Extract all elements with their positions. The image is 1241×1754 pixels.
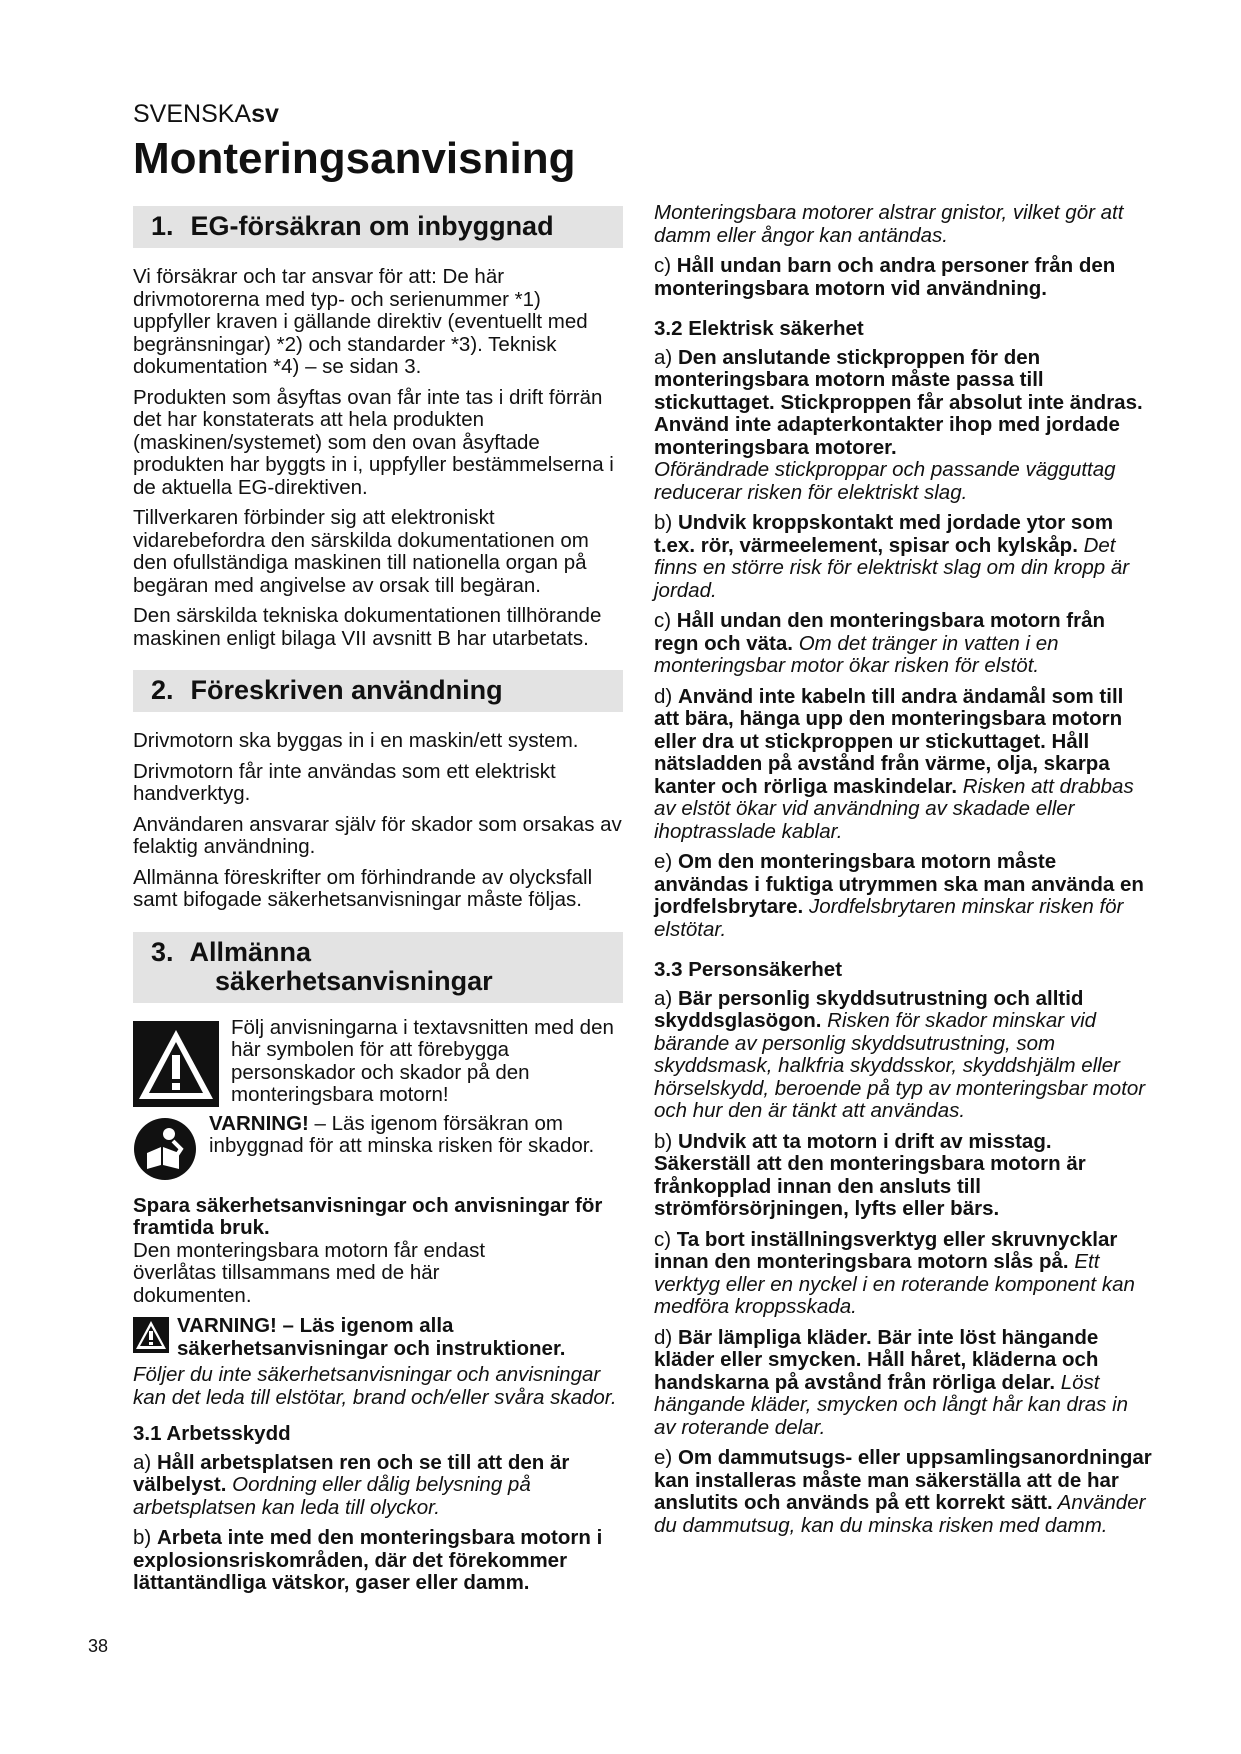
read-manual-text xyxy=(209,1113,623,1158)
sec32-item-a xyxy=(654,347,1154,460)
sec2-paragraph-3: Användaren ansvarar själv för skador som orsakas av felaktig användning. xyxy=(133,812,622,858)
item-letter: a) xyxy=(133,1450,157,1474)
language-label xyxy=(133,100,279,129)
sec2-paragraph-1: Drivmotorn ska byggas in i en maskin/ett system. xyxy=(133,729,579,752)
sec33-item-e xyxy=(654,1447,1154,1537)
sec31-item-b xyxy=(133,1527,623,1595)
general-warning-text: Följer du inte säkerhetsanvisningar och anvisningar kan det leda till elstötar, brand och/eller svåra skador. xyxy=(133,1363,617,1409)
item-letter: a) xyxy=(654,986,678,1010)
section-3-number: 3. xyxy=(151,936,174,967)
sec32-item-b xyxy=(654,512,1154,602)
section-3-2-title: 3.2 Elektrisk säkerhet xyxy=(654,317,864,340)
item-italic: Jordfelsbrytaren minskar risken för elstötar. xyxy=(654,895,1124,941)
document-title: Monteringsanvisning xyxy=(133,134,576,183)
item-letter: b) xyxy=(133,1526,157,1549)
section-2-title: Föreskriven användning xyxy=(190,675,503,705)
sec32-item-a-italic: Oförändrade stickproppar och passande vägguttag reducerar risken för elektriskt slag. xyxy=(654,458,1116,504)
item-letter: a) xyxy=(654,345,678,369)
warning-triangle-icon xyxy=(133,1021,219,1107)
sec2-paragraph-4: Allmänna föreskrifter om förhindrande av olycksfall samt bifogade säkerhetsanvisningar måste följas. xyxy=(133,865,593,911)
read-manual-warning-text: – Läs igenom försäkran om inbyggnad för att minska risken för skador. xyxy=(209,1111,595,1157)
item-italic: Det finns en större risk för elektriskt slag om din kropp är jordad. xyxy=(654,533,1130,602)
language-name: SVENSKA xyxy=(133,100,252,128)
item-bold: Ta bort inställningsverktyg eller skruvnycklar innan den monteringsbara motorn slås på. xyxy=(654,1227,1118,1273)
sec33-item-a xyxy=(654,988,1154,1123)
item-letter: e) xyxy=(654,1446,678,1469)
item-bold: Bär personlig skyddsutrustning och alltid skyddsglasögon. xyxy=(654,986,1084,1032)
section-1-heading xyxy=(133,206,623,248)
section-2-number: 2. xyxy=(151,675,174,705)
section-3-3-title: 3.3 Personsäkerhet xyxy=(654,958,843,981)
sec32-item-e xyxy=(654,851,1154,941)
item-italic: Löst hängande kläder, smycken och långt hår kan dras in av roterande delar. xyxy=(654,1370,1129,1439)
item-italic: Ett verktyg eller en nyckel i en roterande komponent kan medföra kroppsskada. xyxy=(654,1250,1135,1318)
item-bold: Undvik kroppskontakt med jordade ytor som t.ex. rör, värmeelement, spisar och kylskåp. xyxy=(654,511,1114,557)
sec1-paragraph-1: Vi försäkrar och tar ansvar för att: De här drivmotorerna med typ- och serienummer *1) uppfyller kraven i gällande direktiv (eventuellt med begränsningar) *2) och standarder *3). Teknisk dokumentation *4) – se sidan 3. xyxy=(133,265,588,378)
right-column xyxy=(654,202,1154,1545)
item-bold: Om den monteringsbara motorn måste användas i fuktiga utrymmen ska man använda en jordfelsbrytare. xyxy=(654,850,1144,918)
item-letter: b) xyxy=(654,1129,678,1153)
sec31-item-c xyxy=(654,255,1154,300)
sec32-item-c xyxy=(654,610,1154,678)
save-instructions-note: Spara säkerhetsanvisningar och anvisningar för framtida bruk. xyxy=(133,1193,603,1239)
sec1-paragraph-4: Den särskilda tekniska dokumentationen tillhörande maskinen enligt bilaga VII avsnitt B har utarbetats. xyxy=(133,604,602,650)
sec32-item-d xyxy=(654,686,1154,844)
sec31-item-b-continued: Monteringsbara motorer alstrar gnistor, vilket gör att damm eller ångor kan antändas. xyxy=(654,201,1124,247)
read-manual-warning-label: VARNING! xyxy=(209,1111,309,1135)
sec33-item-b xyxy=(654,1131,1154,1221)
item-bold: Använd inte kabeln till andra ändamål som till att bära, hänga upp den monteringsbara motorn eller dra ut stickproppen ur stickuttaget. Håll nätsladden på avstånd från värme, olja, skarpa kanter och rörliga maskindelar. xyxy=(654,684,1124,798)
section-3-title-line1: Allmänna xyxy=(189,936,312,967)
item-letter: c) xyxy=(654,254,677,277)
item-bold: Håll undan barn och andra personer från den monteringsbara motorn vid användning. xyxy=(654,254,1116,300)
item-letter: e) xyxy=(654,850,678,873)
item-italic: Oordning eller dålig belysning på arbetsplatsen kan leda till olyckor. xyxy=(133,1473,531,1519)
warning-symbol-note xyxy=(133,1017,623,1107)
language-code: sv xyxy=(251,100,279,128)
item-bold: Undvik att ta motorn i drift av misstag. Säkerställ att den monteringsbara motorn är frånkopplad innan den ansluts till strömförsörjningen, lyfts eller bärs. xyxy=(654,1129,1086,1220)
warning-small-icon xyxy=(133,1317,169,1353)
item-bold: Om dammutsugs- eller uppsamlingsanordningar kan installeras måste man säkerställa att de har anslutits och används på ett korrekt sätt. xyxy=(654,1446,1152,1514)
sec33-item-d xyxy=(654,1327,1154,1440)
item-italic: Använder du dammutsug, kan du minska risken med damm. xyxy=(654,1491,1146,1537)
item-italic: Om det tränger in vatten i en monteringsbar motor ökar risken för elstöt. xyxy=(654,631,1059,677)
item-bold: Bär lämpliga kläder. Bär inte löst hängande kläder eller smycken. Håll håret, kläderna och handskarna på avstånd från rörliga delar. xyxy=(654,1325,1099,1394)
sec2-paragraph-2: Drivmotorn får inte användas som ett elektriskt handverktyg. xyxy=(133,759,556,805)
page-number: 38 xyxy=(88,1636,109,1656)
sec33-item-c xyxy=(654,1229,1154,1319)
section-1-title: EG-försäkran om inbyggnad xyxy=(190,211,554,241)
item-bold: Arbeta inte med den monteringsbara motorn i explosionsriskområden, där det förekommer lättantändliga vätskor, gaser eller damm. xyxy=(133,1526,603,1594)
sec1-paragraph-3: Tillverkaren förbinder sig att elektroniskt vidarebefordra den särskilda dokumentationen om den ofullständiga maskinen till nationella organ på begäran med angivelse av orsak till begäran. xyxy=(133,506,589,597)
handover-note: Den monteringsbara motorn får endast överlåtas tillsammans med de här dokumenten. xyxy=(133,1238,486,1307)
item-bold: Håll undan den monteringsbara motorn från regn och väta. xyxy=(654,609,1106,655)
warning-symbol-text: Följ anvisningarna i textavsnitten med den här symbolen för att förebygga personskador och skador på den monteringsbara motorn! xyxy=(231,1015,614,1106)
item-bold: Håll arbetsplatsen ren och se till att den är välbelyst. xyxy=(133,1450,570,1496)
general-warning-title: VARNING! – Läs igenom alla säkerhetsanvisningar och instruktioner. xyxy=(177,1314,566,1360)
item-letter: d) xyxy=(654,1325,678,1349)
item-italic: Risken för skador minskar vid bärande av personlig skyddsutrustning, som skyddsmask, halkfria skyddsskor, skyddshjälm eller hörselskydd, beroende på typ av monteringsbar motor och hur den är tänkt att användas. xyxy=(654,1009,1146,1122)
left-column xyxy=(133,206,623,1603)
item-italic: Risken att drabbas av elstöt ökar vid användning av skadade eller ihoptrasslade kablar. xyxy=(654,774,1134,843)
section-1-number: 1. xyxy=(151,211,174,241)
read-manual-icon xyxy=(133,1117,197,1181)
general-warning-note xyxy=(133,1315,623,1360)
item-letter: d) xyxy=(654,684,678,708)
item-letter: c) xyxy=(654,1227,677,1251)
section-3-heading xyxy=(133,932,623,1003)
sec1-paragraph-2: Produkten som åsyftas ovan får inte tas i drift förrän det har konstaterats att hela produkten (maskinen/systemet) som den ovan åsyftade produkten har byggts in i, uppfyller bestämmelserna i de aktuella EG-direktiven. xyxy=(133,385,614,499)
section-2-heading xyxy=(133,670,623,712)
section-3-title-line2: säkerhetsanvisningar xyxy=(215,965,493,996)
sec31-item-a xyxy=(133,1452,623,1520)
item-letter: b) xyxy=(654,511,678,534)
read-manual-note xyxy=(133,1113,623,1181)
section-3-1-title: 3.1 Arbetsskydd xyxy=(133,1422,291,1445)
item-letter: c) xyxy=(654,609,677,632)
item-bold: Den anslutande stickproppen för den monteringsbara motorn måste passa till stickuttaget. Stickproppen får absolut inte ändras. Använd inte adapterkontakter ihop med jordade monteringsbara motorer. xyxy=(654,345,1143,459)
